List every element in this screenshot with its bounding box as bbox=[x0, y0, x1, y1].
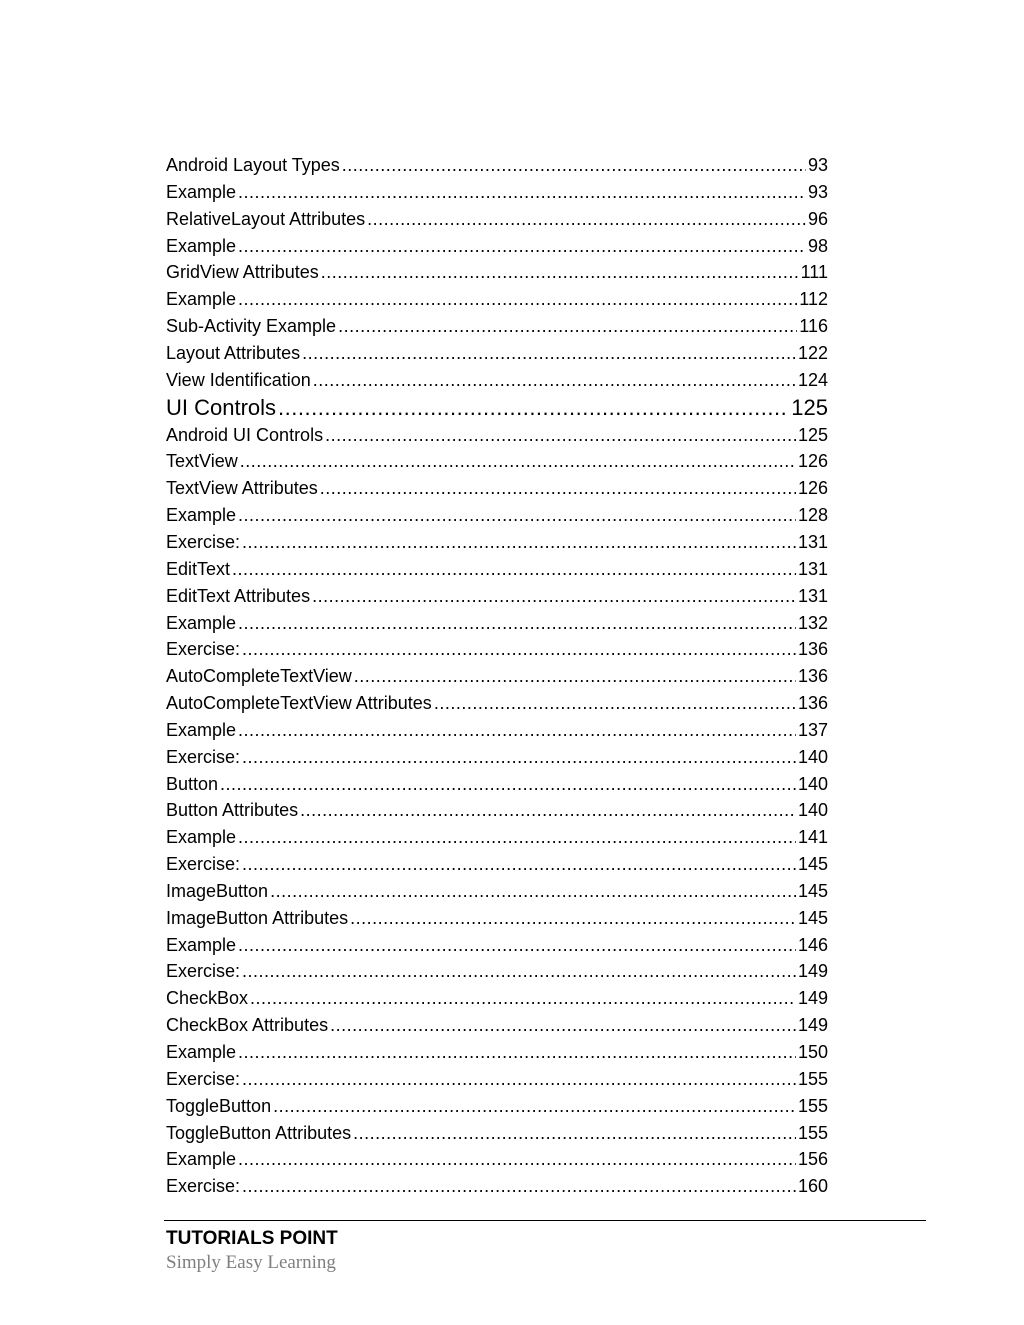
toc-dot-leader bbox=[238, 502, 796, 529]
toc-dot-leader bbox=[302, 340, 796, 367]
toc-dot-leader bbox=[338, 313, 797, 340]
toc-entry-title: CheckBox bbox=[166, 988, 249, 1009]
toc-entry[interactable] bbox=[166, 448, 828, 475]
toc-entry-title: EditText Attributes bbox=[166, 585, 311, 606]
toc-dot-leader bbox=[238, 1039, 796, 1066]
toc-entry-title: RelativeLayout Attributes bbox=[166, 208, 366, 229]
toc-entry-page-number: 131 bbox=[797, 531, 828, 552]
toc-entry-page-number: 116 bbox=[799, 316, 828, 337]
toc-entry-page-number: 93 bbox=[807, 155, 828, 175]
toc-entry[interactable] bbox=[166, 958, 828, 985]
toc-entry[interactable] bbox=[166, 636, 828, 663]
toc-entry-title: Exercise: bbox=[166, 961, 241, 982]
toc-dot-leader bbox=[325, 422, 796, 449]
toc-entry-page-number: 131 bbox=[797, 585, 828, 606]
toc-dot-leader bbox=[242, 958, 796, 985]
toc-entry-title: Exercise: bbox=[166, 639, 241, 660]
toc-entry-page-number: 111 bbox=[800, 262, 828, 283]
toc-entry-page-number: 141 bbox=[797, 827, 828, 848]
toc-dot-leader bbox=[242, 636, 796, 663]
toc-entry[interactable] bbox=[166, 610, 828, 637]
toc-entry-title: Exercise: bbox=[166, 1068, 241, 1089]
toc-entry-page-number: 155 bbox=[797, 1068, 828, 1089]
toc-entry-title: Button Attributes bbox=[166, 800, 299, 821]
toc-entry-page-number: 155 bbox=[797, 1095, 828, 1116]
toc-dot-leader bbox=[312, 583, 796, 610]
toc-dot-leader bbox=[238, 233, 806, 260]
toc-entry-page-number: 112 bbox=[799, 289, 828, 310]
toc-entry-page-number: 98 bbox=[807, 235, 828, 256]
toc-dot-leader bbox=[242, 1173, 796, 1200]
toc-dot-leader bbox=[250, 985, 796, 1012]
toc-entry[interactable] bbox=[166, 340, 828, 367]
toc-entry[interactable] bbox=[166, 313, 828, 340]
toc-entry-title: Example bbox=[166, 827, 237, 848]
toc-entry[interactable] bbox=[166, 985, 828, 1012]
toc-entry[interactable] bbox=[166, 1066, 828, 1093]
toc-entry-title: Example bbox=[166, 612, 237, 633]
toc-dot-leader bbox=[321, 259, 799, 286]
toc-entry[interactable] bbox=[166, 1146, 828, 1173]
toc-entry-title: AutoCompleteTextView bbox=[166, 666, 352, 687]
toc-entry[interactable] bbox=[166, 583, 828, 610]
toc-dot-leader bbox=[242, 529, 796, 556]
toc-dot-leader bbox=[342, 152, 806, 179]
toc-entry[interactable] bbox=[166, 690, 828, 717]
toc-dot-leader bbox=[238, 932, 796, 959]
toc-dot-leader bbox=[240, 448, 796, 475]
toc-dot-leader bbox=[242, 851, 796, 878]
toc-entry[interactable] bbox=[166, 905, 828, 932]
toc-entry[interactable] bbox=[166, 717, 828, 744]
toc-dot-leader bbox=[238, 286, 797, 313]
toc-entry-page-number: 126 bbox=[797, 478, 828, 499]
toc-dot-leader bbox=[232, 556, 796, 583]
toc-entry-page-number: 137 bbox=[797, 719, 828, 740]
toc-dot-leader bbox=[220, 771, 796, 798]
toc-entry-title: Example bbox=[166, 719, 237, 740]
toc-dot-leader bbox=[350, 905, 796, 932]
toc-entry-title: ImageButton Attributes bbox=[166, 907, 349, 928]
toc-entry-title: CheckBox Attributes bbox=[166, 1015, 329, 1036]
toc-entry[interactable] bbox=[166, 663, 828, 690]
toc-entry[interactable] bbox=[166, 475, 828, 502]
toc-entry-page-number: 96 bbox=[807, 208, 828, 229]
toc-entry-title: Example bbox=[166, 1042, 237, 1062]
toc-entry-page-number: 146 bbox=[797, 934, 828, 955]
toc-entry-title: Layout Attributes bbox=[166, 342, 301, 363]
toc-entry-title: Example bbox=[166, 934, 237, 955]
toc-entry-title: Example bbox=[166, 235, 237, 256]
toc-entry-page-number: 149 bbox=[797, 988, 828, 1009]
toc-entry-title: Exercise: bbox=[166, 746, 241, 767]
toc-entry-title: GridView Attributes bbox=[166, 262, 319, 283]
toc-entry-page-number: 160 bbox=[797, 1176, 828, 1197]
toc-entry-page-number: 150 bbox=[797, 1042, 828, 1062]
toc-entry-title: Sub-Activity Example bbox=[166, 316, 337, 337]
toc-entry[interactable] bbox=[166, 1173, 828, 1200]
toc-entry-title: View Identification bbox=[166, 369, 311, 390]
toc-dot-leader bbox=[238, 824, 796, 851]
toc-entry[interactable] bbox=[166, 367, 828, 394]
toc-entry-title: Android UI Controls bbox=[166, 424, 324, 445]
toc-entry-page-number: 136 bbox=[797, 639, 828, 660]
toc-entry[interactable] bbox=[166, 1093, 828, 1120]
toc-dot-leader bbox=[273, 1093, 796, 1120]
toc-dot-leader bbox=[278, 394, 789, 422]
toc-entry-page-number: 124 bbox=[797, 369, 828, 390]
toc-entry-page-number: 140 bbox=[797, 746, 828, 767]
toc-entry-page-number: 145 bbox=[797, 880, 828, 901]
toc-dot-leader bbox=[354, 663, 796, 690]
toc-entry-page-number: 125 bbox=[791, 394, 828, 420]
toc-entry-page-number: 145 bbox=[797, 907, 828, 928]
toc-entry-title: Exercise: bbox=[166, 854, 241, 875]
toc-entry-page-number: 136 bbox=[797, 666, 828, 687]
toc-dot-leader bbox=[434, 690, 796, 717]
toc-dot-leader bbox=[320, 475, 796, 502]
toc-entry[interactable] bbox=[166, 797, 828, 824]
toc-entry-page-number: 145 bbox=[797, 854, 828, 875]
footer-divider bbox=[164, 1220, 926, 1221]
toc-chapter-entry[interactable] bbox=[166, 394, 828, 422]
toc-entry[interactable] bbox=[166, 771, 828, 798]
toc-entry-page-number: 132 bbox=[797, 612, 828, 633]
toc-entry-title: ImageButton bbox=[166, 880, 269, 901]
toc-entry[interactable] bbox=[166, 556, 828, 583]
toc-entry-page-number: 156 bbox=[797, 1149, 828, 1170]
toc-dot-leader bbox=[300, 797, 796, 824]
toc-entry-title: TextView bbox=[166, 451, 238, 472]
toc-entry-page-number: 149 bbox=[797, 961, 828, 982]
toc-dot-leader bbox=[313, 367, 796, 394]
toc-entry-page-number: 122 bbox=[797, 342, 828, 363]
toc-entry-page-number: 128 bbox=[797, 505, 828, 526]
toc-entry[interactable] bbox=[166, 744, 828, 771]
toc-entry[interactable] bbox=[166, 286, 828, 313]
toc-entry-title: Example bbox=[166, 181, 237, 202]
toc-entry[interactable] bbox=[166, 179, 828, 206]
toc-entry-title: Exercise: bbox=[166, 531, 241, 552]
toc-entry-page-number: 155 bbox=[797, 1122, 828, 1143]
toc-dot-leader bbox=[238, 179, 806, 206]
toc-entry[interactable] bbox=[166, 206, 828, 233]
toc-entry-title: Example bbox=[166, 505, 237, 526]
toc-entry-title: EditText bbox=[166, 558, 231, 579]
toc-entry[interactable] bbox=[166, 851, 828, 878]
toc-entry-page-number: 131 bbox=[797, 558, 828, 579]
toc-entry-title: UI Controls bbox=[166, 394, 277, 420]
toc-dot-leader bbox=[238, 610, 796, 637]
footer-tagline: Simply Easy Learning bbox=[166, 1252, 336, 1273]
toc-entry[interactable] bbox=[166, 1120, 828, 1147]
toc-entry-page-number: 93 bbox=[807, 181, 828, 202]
toc-dot-leader bbox=[242, 1066, 796, 1093]
toc-entry[interactable] bbox=[166, 824, 828, 851]
toc-entry-page-number: 126 bbox=[797, 451, 828, 472]
toc-entry-title: AutoCompleteTextView Attributes bbox=[166, 693, 432, 714]
toc-entry-page-number: 125 bbox=[797, 424, 828, 445]
toc-entry-title: Android Layout Types bbox=[166, 155, 340, 175]
toc-dot-leader bbox=[353, 1120, 796, 1147]
toc-dot-leader bbox=[270, 878, 796, 905]
toc-entry[interactable] bbox=[166, 1012, 828, 1039]
toc-entry[interactable] bbox=[166, 502, 828, 529]
toc-entry-title: Example bbox=[166, 289, 237, 310]
toc-entry[interactable] bbox=[166, 233, 828, 260]
toc-dot-leader bbox=[238, 1146, 796, 1173]
footer-brand: TUTORIALS POINT bbox=[166, 1228, 338, 1249]
toc-entry-title: TextView Attributes bbox=[166, 478, 318, 499]
table-of-contents bbox=[166, 152, 828, 1200]
toc-entry[interactable] bbox=[166, 422, 828, 449]
toc-entry[interactable] bbox=[166, 878, 828, 905]
toc-entry-title: Example bbox=[166, 1149, 237, 1170]
toc-entry-title: Button bbox=[166, 773, 219, 794]
toc-dot-leader bbox=[238, 717, 796, 744]
toc-entry[interactable] bbox=[166, 259, 828, 286]
toc-dot-leader bbox=[330, 1012, 796, 1039]
toc-entry-page-number: 136 bbox=[797, 693, 828, 714]
toc-dot-leader bbox=[367, 206, 806, 233]
toc-entry[interactable] bbox=[166, 1039, 828, 1066]
toc-dot-leader bbox=[242, 744, 796, 771]
toc-entry-page-number: 140 bbox=[797, 773, 828, 794]
toc-entry[interactable] bbox=[166, 152, 828, 179]
toc-entry-page-number: 140 bbox=[797, 800, 828, 821]
toc-entry-page-number: 149 bbox=[797, 1015, 828, 1036]
toc-entry-title: ToggleButton Attributes bbox=[166, 1122, 352, 1143]
toc-entry[interactable] bbox=[166, 932, 828, 959]
toc-entry-title: Exercise: bbox=[166, 1176, 241, 1197]
toc-entry[interactable] bbox=[166, 529, 828, 556]
toc-entry-title: ToggleButton bbox=[166, 1095, 272, 1116]
